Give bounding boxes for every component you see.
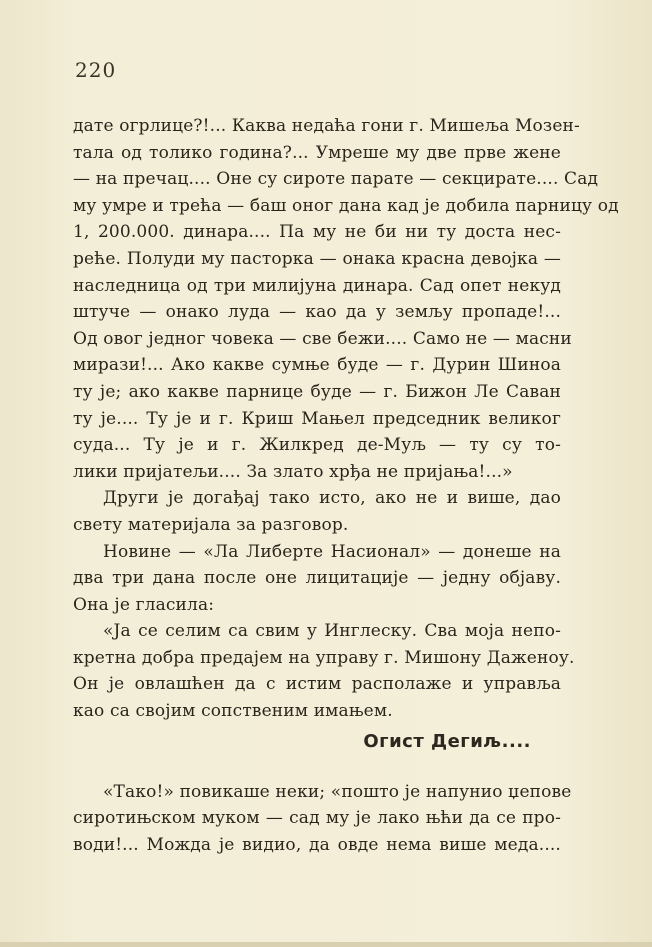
- text-line: реће. Полуди му пасторка — онака красна девојка —: [73, 248, 561, 269]
- text-line: дате огрлице?!... Каква недаћа гони г. Мишеља Мозен-: [73, 116, 580, 136]
- text-line: наследница од три милијуна динара. Сад опет некуд: [73, 275, 561, 296]
- text-line: Од овог једног човека — све бежи.... Само не — масни: [73, 328, 572, 349]
- text-line: штуче — онако луда — као да у земљу пропаде!...: [73, 302, 561, 323]
- text-line: ту је; ако какве парнице буде — г. Бижон Ле Саван: [73, 381, 561, 402]
- text-line: Новине — «Ла Либерте Насионал» — донеше на: [103, 541, 561, 562]
- text-line: Он је овлашћен да с истим располаже и управља: [73, 674, 561, 695]
- page-number: 220: [75, 58, 117, 82]
- text-line: као са својим сопственим имањем.: [73, 701, 393, 722]
- paragraph-5: [73, 779, 572, 859]
- paragraph-2: [73, 485, 561, 538]
- quoted-announcement: [73, 618, 575, 724]
- text-line: мирази!... Ако какве сумње буде — г. Дурин Шиноа: [73, 355, 561, 376]
- text-line: му умре и трећа — баш оног дана кад је добила парницу од: [73, 195, 619, 216]
- text-line: «Тако!» повикаше неки; «пошто је напунио џепове: [103, 781, 572, 802]
- spacer: [73, 759, 561, 779]
- text-line: 1, 200.000. динара.... Па му не би ни ту доста нес-: [73, 222, 561, 243]
- text-line: сиротињском муком — сад му је лако њћи да се про-: [73, 808, 561, 829]
- text-line: тала од толико година?... Умреше му две прве жене: [73, 142, 561, 163]
- body-text: [73, 113, 619, 858]
- text-line: ту је.... Ту је и г. Криш Мањел председник великог: [73, 408, 561, 429]
- text-line: Други је догађај тако исто, ако не и више, дао: [103, 488, 561, 509]
- signature: Огист Дегиљ....: [363, 730, 531, 752]
- text-line: «Ја се селим са свим у Инглеску. Сва моја непо-: [103, 621, 561, 642]
- paragraph-1: [73, 113, 619, 485]
- text-line: кретна добра предајем на управу г. Мишону Даженоу.: [73, 647, 575, 668]
- text-line: лики пријатељи.... За злато хрђа не пријања!...»: [73, 461, 513, 482]
- text-line: свету материјала за разговор.: [73, 514, 349, 535]
- text-line: два три дана после оне лицитације — једну објаву.: [73, 568, 561, 589]
- text-line: суда... Ту је и г. Жилкред де-Муљ — ту су то-: [73, 435, 561, 456]
- text-line: води!... Можда је видио, да овде нема више меда....: [73, 834, 561, 855]
- text-line: — на пречац.... Оне су сироте парате — секцирате.... Сад: [73, 169, 599, 190]
- page-edge: [0, 942, 652, 947]
- text-line: Она је гласила:: [73, 594, 215, 615]
- paragraph-3: [73, 539, 561, 619]
